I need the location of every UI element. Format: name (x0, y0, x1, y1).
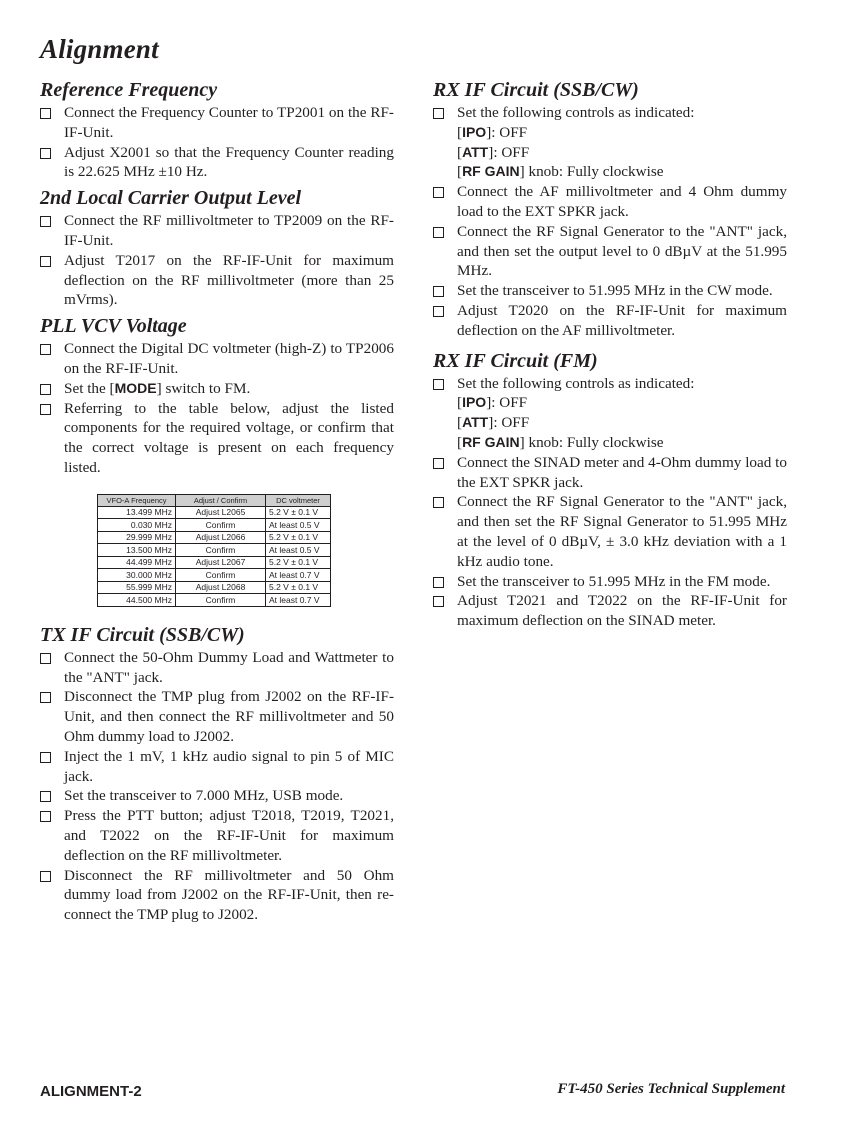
section-heading-tx-if: TX IF Circuit (SSB/CW) (40, 623, 245, 646)
table-cell: 0.030 MHz (98, 519, 176, 532)
table-cell: Confirm (176, 519, 266, 532)
table-row (98, 556, 331, 569)
step-text-pre: Set the [ (64, 379, 115, 397)
table-row (98, 569, 331, 582)
step-text-post: ] switch to FM. (156, 379, 251, 397)
control-setting-rf-gain: [RF GAIN] knob: Fully clockwise (457, 433, 664, 451)
page-title: Alignment (40, 34, 159, 64)
step-text: Referring to the table below, adjust the listed components for the required voltage, or confirm that the correct voltage is present on each frequency listed. (64, 399, 394, 476)
step-text: Set the transceiver to 51.995 MHz in the CW mode. (457, 282, 773, 300)
checkbox-square-icon (433, 227, 444, 238)
pll-steps (40, 339, 394, 478)
vfo-table-wrapper (97, 494, 394, 607)
checkbox-square-icon (433, 379, 444, 390)
table-cell: 5.2 V ± 0.1 V (266, 581, 331, 594)
table-cell: 55.999 MHz (98, 581, 176, 594)
control-setting-att: [ATT]: OFF (457, 143, 530, 161)
checkbox-square-icon (40, 344, 51, 355)
rf-gain-value: ] knob: Fully clockwise (519, 433, 664, 451)
ipo-key-label: IPO (462, 123, 487, 140)
checkbox-square-icon (40, 871, 51, 882)
table-row (98, 531, 331, 544)
step-text: Connect the 50-Ohm Dummy Load and Wattmeter to the "ANT" jack. (64, 648, 394, 686)
table-cell: 29.999 MHz (98, 531, 176, 544)
step-text: Adjust T2021 and T2022 on the RF-IF-Unit for maximum deflection on the SINAD meter. (457, 592, 787, 630)
checkbox-square-icon (40, 752, 51, 763)
right-column (433, 78, 787, 631)
checkbox-square-icon (40, 811, 51, 822)
list-item (433, 182, 787, 222)
att-key-label: ATT (462, 143, 489, 160)
table-cell: At least 0.7 V (266, 569, 331, 582)
checkbox-square-icon (433, 596, 444, 607)
step-text: Connect the RF Signal Generator to the "ANT" jack, and then set the output level to 0 dBµV at the 51.995 MHz. (457, 222, 787, 280)
section-heading-rx-if-ssb: RX IF Circuit (SSB/CW) (433, 79, 639, 101)
step-text: Disconnect the TMP plug from J2002 on the RF-IF-Unit, and then connect the RF millivoltmeter and 50 Ohm dummy load to J2002. (64, 688, 394, 745)
list-item (40, 143, 394, 183)
step-text: Set the transceiver to 7.000 MHz, USB mode. (64, 787, 344, 805)
checkbox-square-icon (40, 256, 51, 267)
list-item (40, 103, 394, 143)
table-row (98, 506, 331, 519)
table-row (98, 519, 331, 532)
checkbox-square-icon (40, 384, 51, 395)
table-cell: At least 0.5 V (266, 519, 331, 532)
table-cell: 13.500 MHz (98, 544, 176, 557)
control-setting-ipo: [IPO]: OFF (457, 123, 528, 141)
section-heading-local-carrier: 2nd Local Carrier Output Level (40, 187, 302, 210)
table-cell: 5.2 V ± 0.1 V (266, 556, 331, 569)
vfo-adjust-table (97, 494, 331, 607)
tx-if-steps (40, 648, 394, 925)
step-text: Press the PTT button; adjust T2018, T2019, T2021, and T2022 on the RF-IF-Unit for maximum deflection on the RF millivoltmeter. (64, 807, 394, 864)
step-text: Disconnect the RF millivoltmeter and 50 Ohm dummy load from J2002 on the RF-IF-Unit, then re-connect the TMP plug to J2002. (64, 866, 394, 924)
list-item (433, 222, 787, 281)
rf-gain-value: ] knob: Fully clockwise (519, 163, 664, 181)
section-heading-reference-frequency: Reference Frequency (40, 79, 218, 101)
table-cell: At least 0.7 V (266, 594, 331, 607)
att-value: : OFF (493, 414, 530, 432)
step-text: Set the following controls as indicated: (457, 104, 695, 121)
list-item (40, 211, 394, 251)
step-text: Connect the RF Signal Generator to the "ANT" jack, and then set the RF Signal Generator to 51.995 MHz at the level of 0 dBµV, ± 3.0 kHz deviation with a 1 kHz audio tone. (457, 493, 787, 570)
table-cell: Adjust L2065 (176, 506, 266, 519)
checkbox-square-icon (40, 216, 51, 227)
checkbox-square-icon (433, 577, 444, 588)
list-item (40, 806, 394, 865)
table-cell: 5.2 V ± 0.1 V (266, 506, 331, 519)
checkbox-square-icon (433, 497, 444, 508)
table-cell: At least 0.5 V (266, 544, 331, 557)
ipo-value: : OFF (491, 394, 528, 412)
table-row (98, 581, 331, 594)
list-item (40, 786, 394, 806)
list-item (433, 301, 787, 341)
left-column (40, 78, 394, 925)
local-carrier-steps (40, 211, 394, 310)
list-item (40, 747, 394, 787)
list-item (433, 281, 787, 301)
table-cell: Adjust L2066 (176, 531, 266, 544)
table-cell: Adjust L2068 (176, 581, 266, 594)
checkbox-square-icon (40, 692, 51, 703)
checkbox-square-icon (40, 653, 51, 664)
att-key-label: ATT (462, 414, 489, 431)
step-text: Adjust T2017 on the RF-IF-Unit for maximum deflection on the RF millivoltmeter (more than 25 mVrms). (64, 251, 394, 309)
checkbox-square-icon (433, 187, 444, 198)
checkbox-square-icon (433, 108, 444, 119)
table-cell: Confirm (176, 594, 266, 607)
table-cell: Confirm (176, 544, 266, 557)
page-footer-doc-title: FT-450 Series Technical Supplement (557, 1081, 785, 1097)
ipo-value: : OFF (491, 123, 528, 141)
table-row (98, 544, 331, 557)
ipo-key-label: IPO (462, 394, 487, 411)
table-cell: 44.500 MHz (98, 594, 176, 607)
list-item (433, 591, 787, 631)
section-heading-rx-if-fm: RX IF Circuit (FM) (433, 349, 598, 372)
checkbox-square-icon (40, 108, 51, 119)
control-setting-rf-gain: [RF GAIN] knob: Fully clockwise (457, 163, 664, 181)
table-cell: Adjust L2067 (176, 556, 266, 569)
page-footer-label: ALIGNMENT-2 (40, 1083, 142, 1100)
checkbox-square-icon (40, 791, 51, 802)
step-text: Adjust X2001 so that the Frequency Counter reading is 22.625 MHz ±10 Hz. (64, 143, 394, 181)
rx-fm-steps (433, 374, 787, 631)
table-cell: 13.499 MHz (98, 506, 176, 519)
step-text: Connect the RF millivoltmeter to TP2009 on the RF-IF-Unit. (64, 212, 394, 249)
step-text: Adjust T2020 on the RF-IF-Unit for maximum deflection on the AF millivoltmeter. (457, 301, 787, 339)
step-text: Connect the SINAD meter and 4-Ohm dummy load to the EXT SPKR jack. (457, 453, 787, 491)
table-cell: 30.000 MHz (98, 569, 176, 582)
list-item (40, 379, 394, 399)
table-cell: Confirm (176, 569, 266, 582)
list-item (433, 103, 787, 182)
table-header-cell: DC voltmeter (266, 494, 331, 506)
section-heading-pll-vcv: PLL VCV Voltage (40, 315, 187, 338)
table-header-cell: Adjust / Confirm (176, 494, 266, 506)
att-value: : OFF (493, 143, 530, 161)
rf-gain-key-label: RF GAIN (462, 433, 520, 450)
table-row (98, 594, 331, 607)
control-setting-att: [ATT]: OFF (457, 414, 530, 432)
reference-frequency-steps (40, 103, 394, 182)
checkbox-square-icon (433, 286, 444, 297)
list-item (433, 374, 787, 453)
list-item (433, 453, 787, 493)
list-item (40, 399, 394, 478)
table-cell: 5.2 V ± 0.1 V (266, 531, 331, 544)
checkbox-square-icon (433, 306, 444, 317)
list-item (40, 339, 394, 379)
mode-key-label: MODE (114, 379, 157, 396)
table-header-cell: VFO-A Frequency (98, 494, 176, 506)
checkbox-square-icon (40, 148, 51, 159)
list-item (433, 572, 787, 592)
list-item (433, 492, 787, 571)
table-header-row (98, 494, 331, 506)
control-setting-ipo: [IPO]: OFF (457, 394, 528, 412)
step-text: Connect the AF millivoltmeter and 4 Ohm dummy load to the EXT SPKR jack. (457, 183, 787, 220)
table-cell: 44.499 MHz (98, 556, 176, 569)
list-item (40, 687, 394, 746)
step-text: Connect the Digital DC voltmeter (high-Z) to TP2006 on the RF-IF-Unit. (64, 340, 394, 377)
checkbox-square-icon (433, 458, 444, 469)
step-text: Set the following controls as indicated: (457, 374, 695, 392)
step-text: Connect the Frequency Counter to TP2001 on the RF-IF-Unit. (64, 104, 394, 141)
step-text: Set the transceiver to 51.995 MHz in the FM mode. (457, 572, 771, 590)
list-item (40, 648, 394, 688)
rx-ssb-steps (433, 103, 787, 341)
checkbox-square-icon (40, 404, 51, 415)
list-item (40, 251, 394, 310)
list-item (40, 866, 394, 925)
step-text: Inject the 1 mV, 1 kHz audio signal to pin 5 of MIC jack. (64, 747, 394, 785)
rf-gain-key-label: RF GAIN (462, 163, 520, 180)
